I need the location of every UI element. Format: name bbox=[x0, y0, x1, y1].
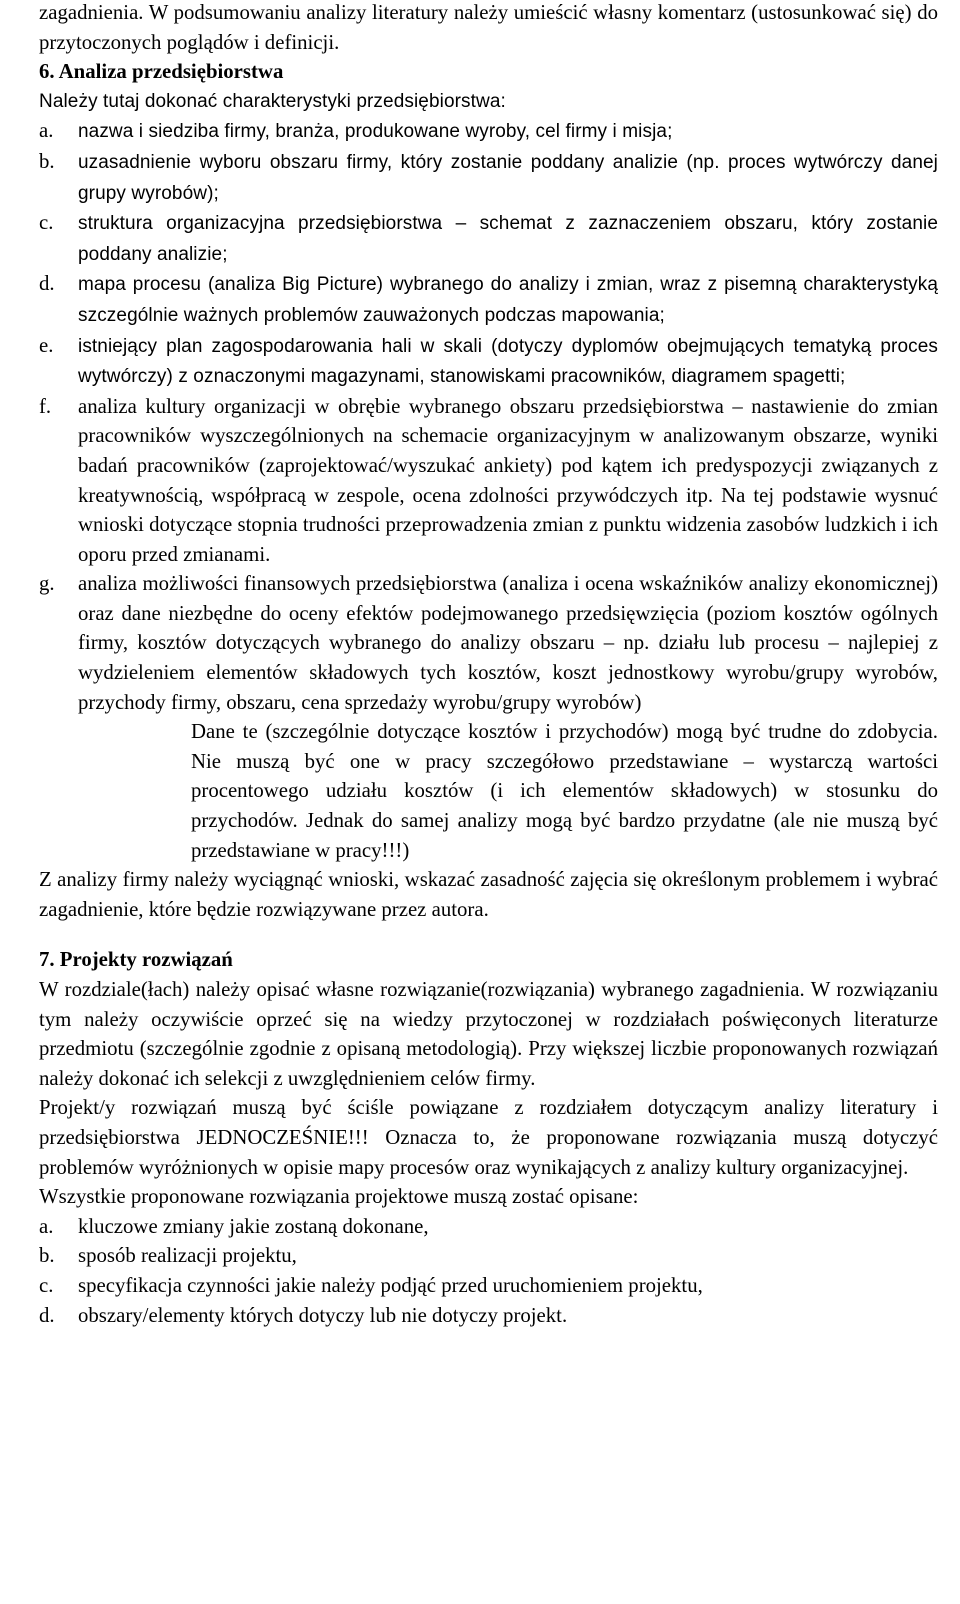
section-7-paragraph-2: Projekt/y rozwiązań muszą być ściśle powiązane z rozdziałem dotyczącym analizy literatury i przedsiębiorstwa JEDNOCZEŚNIE!!! Oznacza to, że proponowane rozwiązania muszą dotyczyć problemów wyróżnionych w opisie mapy procesów oraz wynikających z analizy kultury organizacyjnej. bbox=[39, 1096, 938, 1179]
section-7-paragraph-3: Wszystkie proponowane rozwiązania projektowe muszą zostać opisane: bbox=[39, 1185, 639, 1209]
list-item: d. obszary/elementy których dotyczy lub nie dotyczy projekt. bbox=[39, 1303, 568, 1327]
section-6-conclusion: Z analizy firmy należy wyciągnąć wnioski, wskazać zasadność zajęcia się określonym problemem i wybrać zagadnienie, które będzie rozwiązywane przez autora. bbox=[39, 868, 938, 921]
list-item: c. specyfikacja czynności jakie należy podjąć przed uruchomieniem projektu, bbox=[39, 1273, 703, 1297]
list-item: g. analiza możliwości finansowych przedsiębiorstwa (analiza i ocena wskaźników analizy ekonomicznej) oraz dane niezbędne do oceny efektów podejmowanego przedsięwzięcia (poziom kosztów ogólnych firmy, kosztów dotyczących wybranego do analizy obszaru – np. działu lub procesu – najlepiej z wydzieleniem elementów składowych tych kosztów, koszt jednostkowy wyrobu/grupy wyrobów, przychody firmy, obszaru, cena sprzedaży wyrobu/grupy wyrobów) bbox=[39, 572, 938, 714]
section-7-list bbox=[39, 1212, 938, 1330]
section-6-title: 6. Analiza przedsiębiorstwa bbox=[39, 60, 284, 84]
top-paragraph: zagadnienia. W podsumowaniu analizy literatury należy umieścić własny komentarz (ustosunkować się) do przytoczonych poglądów i definicji. bbox=[39, 1, 938, 54]
list-item: a. kluczowe zmiany jakie zostaną dokonane, bbox=[39, 1214, 429, 1238]
section-6-list bbox=[39, 116, 938, 717]
list-item: b. sposób realizacji projektu, bbox=[39, 1244, 297, 1268]
list-item: d. mapa procesu (analiza Big Picture) wybranego do analizy i zmian, wraz z pisemną charakterystyką szczególnie ważnych problemów zauważonych podczas mapowania; bbox=[39, 272, 938, 326]
list-item: f. analiza kultury organizacji w obrębie wybranego obszaru przedsiębiorstwa – nastawienie do zmian pracowników wyszczególnionych na schemacie organizacyjnym w analizowanym obszarze, wyniki badań pracowników (zaprojektować/wyszukać ankiety) pod kątem ich predyspozycji związanych z kreatywnością, współpracą w zespole, ocena zdolności przywódczych itp. Na tej podstawie wysnuć wnioski dotyczące stopnia trudności przeprowadzenia zmian z punktu widzenia zasobów ludzkich i ich oporu przed zmianami. bbox=[39, 394, 938, 566]
indented-note: Dane te (szczególnie dotyczące kosztów i przychodów) mogą być trudne do zdobycia. Nie muszą być one w pracy szczegółowo przedstawiane – wystarczą wartości procentowego udziału kosztów (i ich elementów składowych) w stosunku do przychodów. Jednak do samej analizy mogą być bardzo przydatne (ale nie muszą być przedstawiane w pracy!!!) bbox=[191, 720, 938, 862]
section-6-intro: Należy tutaj dokonać charakterystyki przedsiębiorstwa: bbox=[39, 90, 506, 112]
list-item: b. uzasadnienie wyboru obszaru firmy, który zostanie poddany analizie (np. proces wytwórczy danej grupy wyrobów); bbox=[39, 149, 938, 204]
list-item: a. nazwa i siedziba firmy, branża, produkowane wyroby, cel firmy i misja; bbox=[39, 119, 673, 143]
section-7-title: 7. Projekty rozwiązań bbox=[39, 948, 233, 972]
list-item: c. struktura organizacyjna przedsiębiorstwa – schemat z zaznaczeniem obszaru, który zostanie poddany analizie; bbox=[39, 211, 938, 265]
list-item: e. istniejący plan zagospodarowania hali w skali (dotyczy dyplomów obejmujących tematyką proces wytwórczy) z oznaczonymi magazynami, stanowiskami pracowników, diagramem spagetti; bbox=[39, 333, 938, 388]
section-7-paragraph-1: W rozdziale(łach) należy opisać własne rozwiązanie(rozwiązania) wybranego zagadnienia. W rozwiązaniu tym należy oczywiście oprzeć się na wiedzy przytoczonej w rozdziałach poświęconych literaturze przedmiotu (szczególnie zgodnie z opisaną metodologią). Przy większej liczbie proponowanych rozwiązań należy dokonać ich selekcji z uwzględnieniem celów firmy. bbox=[39, 978, 938, 1090]
